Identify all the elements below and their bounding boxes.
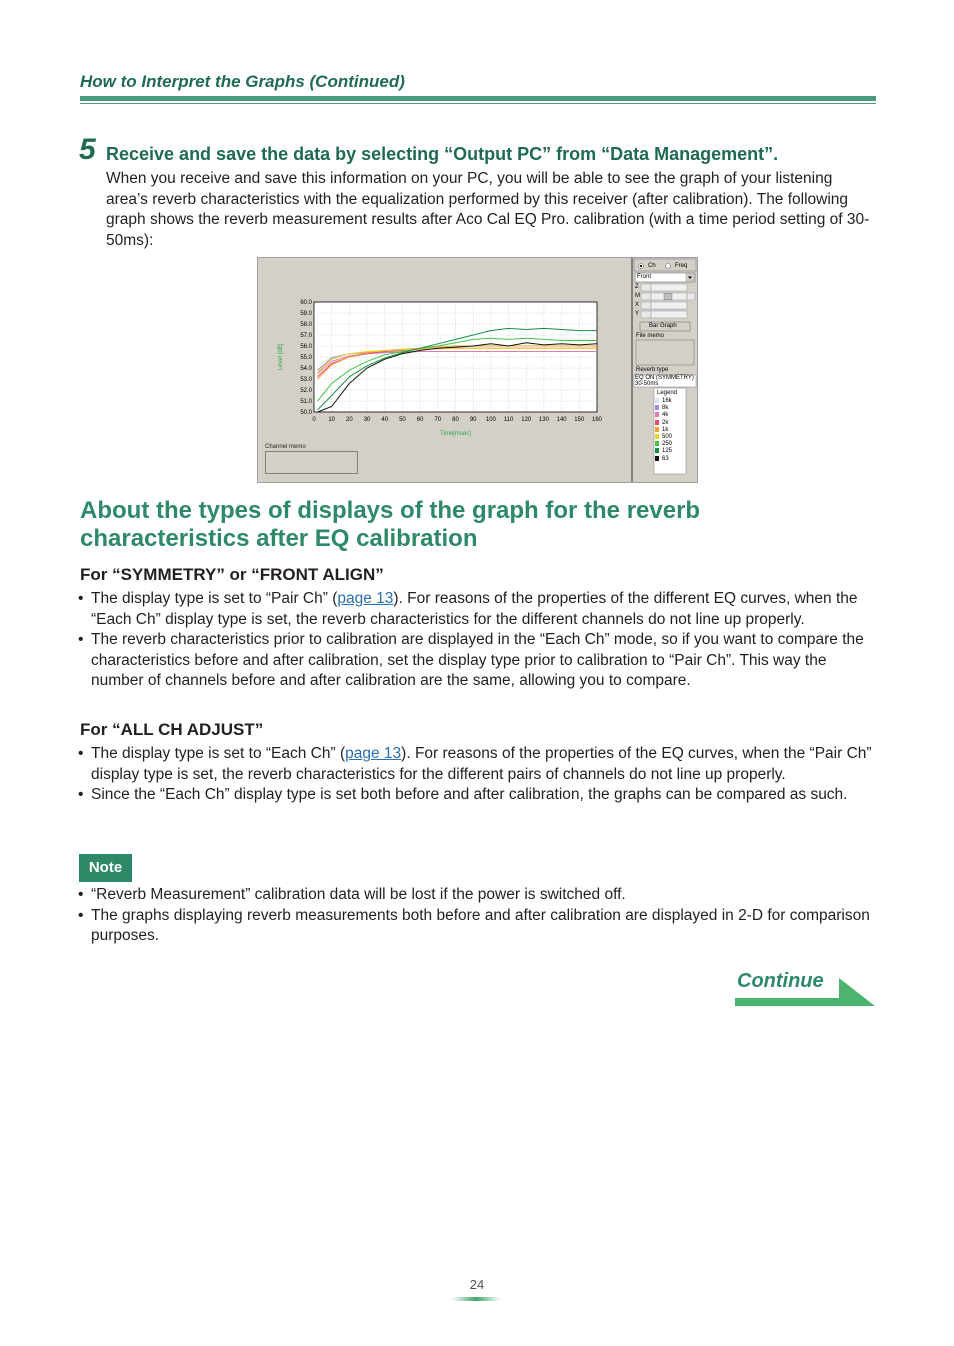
note-bullet-1: • “Reverb Measurement” calibration data will be lost if the power is switched off.: [78, 885, 878, 906]
legend-label: 16k: [662, 398, 672, 405]
legend-swatch: [655, 434, 659, 439]
legend-swatch: [655, 412, 659, 417]
x-tick-label: 150: [574, 417, 585, 423]
symmetry-bullets: [78, 589, 878, 692]
x-tick-label: 120: [521, 417, 532, 423]
all-ch-heading: For “ALL CH ADJUST”: [80, 720, 264, 739]
y-tick-label: 56.0: [300, 344, 312, 350]
bar-graph-button[interactable]: Bar Graph: [649, 323, 677, 329]
x-tick-label: 50: [399, 417, 406, 423]
x-tick-label: 80: [452, 417, 459, 423]
step-number: 5: [79, 133, 96, 166]
reverb-line-chart: [258, 258, 631, 482]
y-tick-label: 57.0: [300, 333, 312, 339]
y-tick-label: 55.0: [300, 355, 312, 361]
radio-freq-label[interactable]: Freq: [675, 263, 688, 269]
page-13-link[interactable]: page 13: [345, 745, 402, 762]
y-tick-label: 59.0: [300, 311, 312, 317]
legend-item: [655, 420, 668, 427]
legend-item: [655, 398, 672, 405]
reverb-type-label: Reverb type: [636, 367, 669, 373]
all-ch-bullet-2: • Since the “Each Ch” display type is set both before and after calibration, the graphs can be compared as such.: [78, 785, 878, 806]
legend-label: 500: [662, 434, 673, 441]
y-tick-label: 52.0: [300, 388, 312, 394]
x-tick-label: 10: [328, 417, 336, 423]
page-number-underline: [452, 1297, 500, 1301]
x-tick-label: 20: [346, 417, 353, 423]
x-tick-label: 130: [538, 417, 549, 423]
x-tick-label: 160: [591, 417, 603, 423]
legend-label: 8k: [662, 405, 669, 412]
y-axis-label: Level [dB]: [278, 343, 284, 371]
legend-item: [655, 448, 672, 455]
note-badge: Note: [79, 854, 132, 882]
y-tick-label: 54.0: [300, 366, 312, 372]
y-tick-label: 58.0: [300, 322, 312, 328]
legend-label: 250: [662, 441, 673, 448]
slider-label-x: X: [635, 302, 640, 308]
symmetry-bullet-2: • The reverb characteristics prior to calibration are displayed in the “Each Ch” mode, so if you want to compare the characteristics before and after calibration, set the display type prior to calibration to “Pair Ch”. This way the number of channels before and after calibration are the same, allowing you to compare.: [78, 630, 878, 692]
channel-dropdown[interactable]: Front: [637, 274, 652, 280]
legend-swatch: [655, 448, 659, 453]
legend-swatch: [655, 398, 659, 403]
reverb-type-value-1: EQ ON (SYMMETRY): [635, 375, 694, 381]
page-13-link[interactable]: page 13: [337, 590, 394, 607]
section-heading-line-2: characteristics after EQ calibration: [80, 525, 478, 552]
legend-item: [655, 427, 668, 434]
channel-memo-field[interactable]: [265, 451, 358, 474]
slider-label-m: M: [635, 293, 640, 299]
symmetry-bullet-1: • The display type is set to “Pair Ch” (page 13). For reasons of the properties of the different EQ curves, when the “Each Ch” display type is set, the reverb characteristics for the different channels do not line up properly.: [78, 589, 878, 630]
note-bullets: [78, 885, 878, 947]
step-heading: Receive and save the data by selecting “Output PC” from “Data Management”.: [106, 144, 779, 164]
y-tick-label: 50.0: [300, 410, 312, 416]
x-tick-label: 90: [469, 417, 477, 423]
radio-ch-label[interactable]: Ch: [648, 263, 656, 269]
y-tick-label: 60.0: [300, 300, 312, 306]
page-number: 24: [469, 1277, 485, 1292]
x-tick-label: 40: [381, 417, 389, 423]
legend-label: 63: [662, 455, 669, 462]
slider-label-z: Z: [635, 284, 639, 290]
control-panel: [631, 258, 697, 482]
legend-label: 125: [662, 448, 673, 455]
legend-label: 2k: [662, 419, 669, 426]
note-bullet-2: • The graphs displaying reverb measurements both before and after calibration are displayed in 2-D for comparison purposes.: [78, 906, 878, 947]
reverb-graph-screenshot: [257, 257, 698, 483]
legend-item: [655, 434, 672, 441]
step-body: When you receive and save this information on your PC, you will be able to see the graph of your listening area’s reverb characteristics with the equalization performed by this receiver (after calibration). The following graph shows the reverb measurement results after Aco Cal EQ Pro. calibration (with a time period setting of 30-50ms):: [106, 170, 870, 249]
legend-item: [655, 412, 668, 419]
legend-label: 4k: [662, 412, 669, 419]
legend-swatch: [655, 420, 659, 425]
continue-link[interactable]: [735, 970, 876, 1007]
legend-item: [655, 456, 669, 463]
legend-item: [655, 405, 668, 412]
file-memo-label: File memo: [636, 333, 665, 339]
x-tick-label: 110: [503, 417, 514, 423]
section-heading-line-1: About the types of displays of the graph for the reverb: [80, 497, 701, 524]
x-tick-label: 60: [416, 417, 424, 423]
y-tick-label: 51.0: [300, 399, 312, 405]
legend-swatch: [655, 427, 659, 432]
all-ch-bullet-1: • The display type is set to “Each Ch” (page 13). For reasons of the properties of the EQ curves, when the “Pair Ch” display type is set, the reverb characteristics for the different pairs of channels do not line up properly.: [78, 744, 878, 785]
x-axis-label: Time[msec]: [440, 431, 471, 437]
legend-label: 1k: [662, 426, 669, 433]
reverb-type-value-2: 30-50ms: [635, 381, 659, 387]
symmetry-heading: For “SYMMETRY” or “FRONT ALIGN”: [80, 565, 384, 584]
x-tick-label: 100: [485, 417, 496, 423]
legend-swatch: [655, 441, 659, 446]
y-tick-label: 53.0: [300, 377, 312, 383]
header-rule: [80, 96, 876, 105]
section-heading: [80, 497, 880, 553]
legend-swatch: [655, 456, 659, 461]
legend-item: [655, 441, 672, 448]
x-tick-label: 30: [363, 417, 371, 423]
slider-label-y: Y: [635, 311, 640, 317]
legend-swatch: [655, 405, 659, 410]
x-tick-label: 140: [556, 417, 567, 423]
x-tick-label: 0: [312, 417, 316, 423]
x-tick-label: 70: [434, 417, 442, 423]
legend-title: Legend: [657, 390, 678, 396]
plot-area: [258, 258, 631, 482]
all-ch-bullets: [78, 744, 878, 806]
running-header: How to Interpret the Graphs (Continued): [80, 72, 405, 91]
channel-memo-label: Channel memo: [265, 444, 306, 450]
continue-label: Continue: [737, 970, 824, 992]
